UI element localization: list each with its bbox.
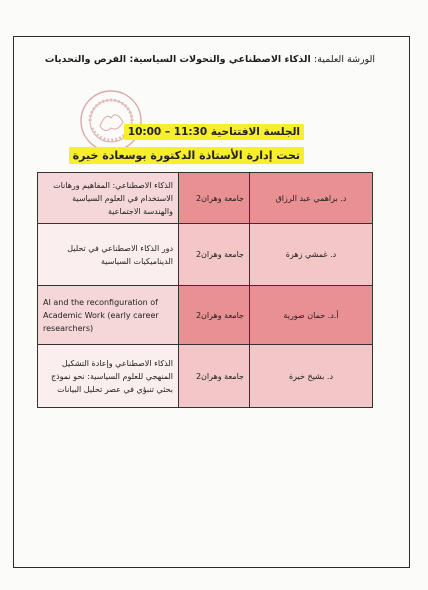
topic-cell: الذكاء الاصطناعي: المفاهيم ورهانات الاستخدام في العلوم السياسية والهندسة الاجتماعية <box>38 173 179 224</box>
table-row <box>38 224 373 286</box>
speaker-cell: د. بشيخ خيرة <box>250 345 373 408</box>
speaker-cell: د. غمشي زهرة <box>250 224 373 286</box>
program-table <box>37 172 373 408</box>
affiliation-cell: جامعة وهران2 <box>179 345 250 408</box>
workshop-title <box>20 54 400 65</box>
affiliation-cell: جامعة وهران2 <box>179 286 250 345</box>
topic-cell: الذكاء الاصطناعي وإعادة التشكيل المنهجي للعلوم السياسية: نحو نموذج بحثي تنبؤي في عصر تحليل البيانات <box>38 345 179 408</box>
topic-cell: AI and the reconfiguration of Academic Work (early career researchers) <box>38 286 179 345</box>
affiliation-cell: جامعة وهران2 <box>179 224 250 286</box>
university-stamp-icon <box>78 88 144 154</box>
session-heading <box>124 124 304 140</box>
session-label: الجلسة الافتتاحية <box>210 126 300 138</box>
session-chair: تحت إدارة الأستاذة الدكتورة بوسعادة خيرة <box>69 147 304 164</box>
table-row <box>38 173 373 224</box>
speaker-cell: أ.د. حمان صورية <box>250 286 373 345</box>
speaker-cell: د. براهمي عبد الرزاق <box>250 173 373 224</box>
topic-cell: دور الذكاء الاصطناعي في تحليل الديناميكيات السياسية <box>38 224 179 286</box>
affiliation-cell: جامعة وهران2 <box>179 173 250 224</box>
workshop-title-prefix: الورشة العلمية: <box>314 54 376 65</box>
table-row <box>38 345 373 408</box>
session-time: 10:00 – 11:30 <box>127 126 208 138</box>
table-row <box>38 286 373 345</box>
workshop-title-text: الذكاء الاصطناعي والتحولات السياسية: الفرص والتحديات <box>44 54 311 65</box>
